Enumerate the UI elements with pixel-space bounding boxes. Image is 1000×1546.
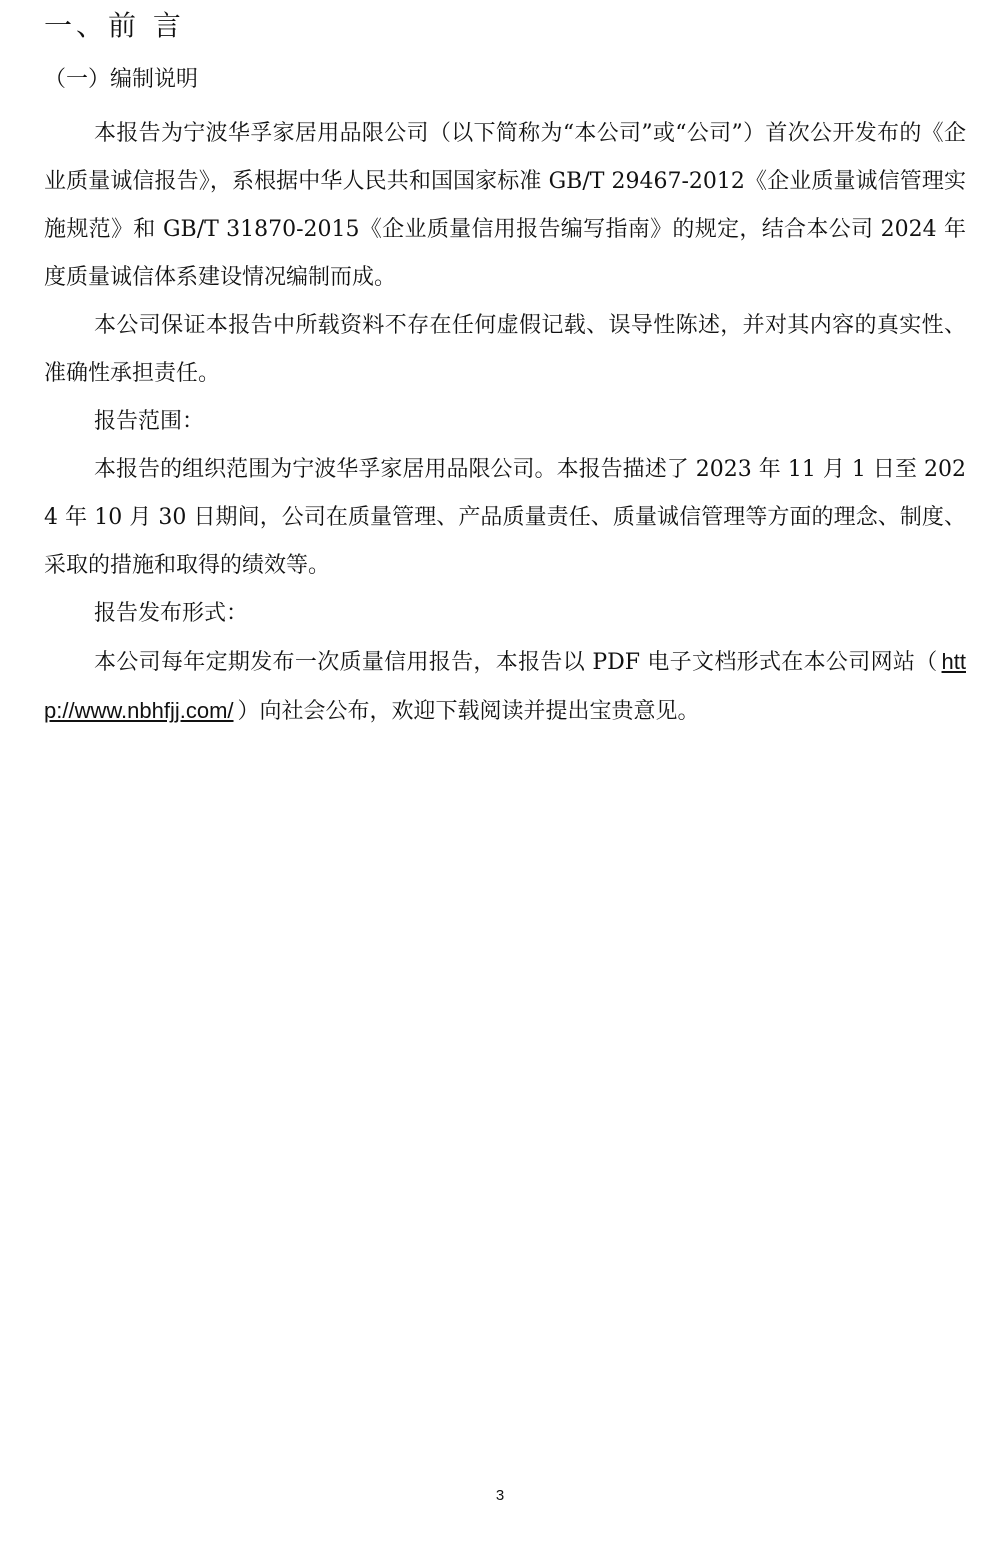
website-link[interactable]: http://www.nbhfjj.com/ <box>44 649 966 723</box>
intro-paragraph: 本报告为宁波华孚家居用品限公司（以下简称为“本公司”或“公司”）首次公开发布的《企业质量诚信报告》，系根据中华人民共和国国家标准 GB/T 29467-2012《企业质量诚信管理实施规范》和 GB/T 31870-2015《企业质量信用报告编写指南》的规定，结合本公司 2024 年度质量诚信体系建设情况编制而成。 <box>44 121 966 290</box>
publication-form-text-after: ）向社会公布，欢迎下载阅读并提出宝贵意见。 <box>237 699 700 724</box>
scope-label: 报告范围： <box>94 409 205 434</box>
publication-form-label: 报告发布形式： <box>94 601 249 626</box>
section-subheading: （一）编制说明 <box>44 67 199 92</box>
publication-form-paragraph <box>44 638 966 736</box>
document-body <box>44 62 966 736</box>
guarantee-paragraph: 本公司保证本报告中所载资料不存在任何虚假记载、误导性陈述，并对其内容的真实性、准确性承担责任。 <box>44 313 966 386</box>
page-number: 3 <box>495 1487 505 1504</box>
publication-form-text-before: 本公司每年定期发布一次质量信用报告，本报告以 PDF 电子文档形式在本公司网站（ <box>94 650 938 675</box>
scope-paragraph: 本报告的组织范围为宁波华孚家居用品限公司。本报告描述了 2023 年 11 月 1 日至 2024 年 10 月 30 日期间，公司在质量管理、产品质量责任、质量诚信管理等方面的理念、制度、采取的措施和取得的绩效等。 <box>44 457 966 578</box>
page-title: 一、前 言 <box>44 9 185 42</box>
